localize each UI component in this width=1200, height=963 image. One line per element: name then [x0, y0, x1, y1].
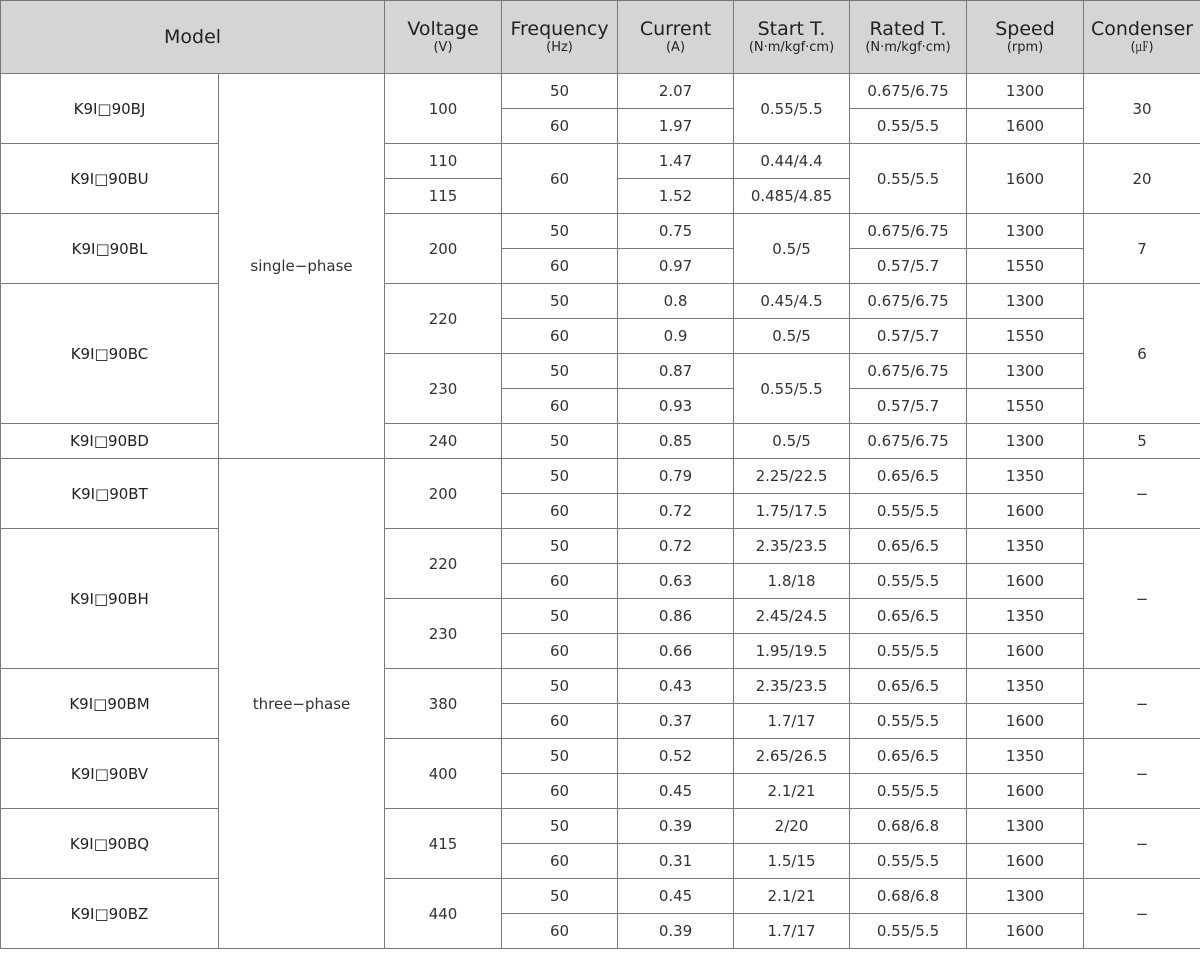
rated-torque-cell: 0.55/5.5: [850, 494, 967, 529]
rated-torque-cell: 0.55/5.5: [850, 774, 967, 809]
header-frequency-unit: (Hz): [546, 40, 573, 55]
start-torque-cell: 2.65/26.5: [734, 739, 850, 774]
rated-torque-cell: 0.57/5.7: [850, 319, 967, 354]
header-current-label: Current: [639, 18, 712, 40]
header-row: [1, 1, 1200, 74]
current-cell: 0.37: [618, 704, 734, 739]
table-row: [1, 214, 1200, 249]
current-cell: 2.07: [618, 74, 734, 109]
current-cell: 1.52: [618, 179, 734, 214]
start-torque-cell: 2.25/22.5: [734, 459, 850, 494]
frequency-cell: 60: [502, 634, 618, 669]
voltage-cell: 220: [385, 529, 502, 599]
header-voltage: [385, 1, 502, 74]
header-rated-torque: [850, 1, 967, 74]
start-torque-cell: 1.8/18: [734, 564, 850, 599]
header-frequency: [502, 1, 618, 74]
speed-cell: 1300: [967, 284, 1084, 319]
current-cell: 0.8: [618, 284, 734, 319]
speed-cell: 1350: [967, 459, 1084, 494]
speed-cell: 1300: [967, 424, 1084, 459]
frequency-cell: 60: [502, 319, 618, 354]
speed-cell: 1600: [967, 704, 1084, 739]
model-cell: K9I□90BZ: [1, 879, 219, 949]
rated-torque-cell: 0.675/6.75: [850, 284, 967, 319]
current-cell: 1.97: [618, 109, 734, 144]
frequency-cell: 50: [502, 354, 618, 389]
frequency-cell: 50: [502, 809, 618, 844]
current-cell: 0.39: [618, 809, 734, 844]
current-cell: 0.93: [618, 389, 734, 424]
current-cell: 0.87: [618, 354, 734, 389]
rated-torque-cell: 0.675/6.75: [850, 214, 967, 249]
model-cell: K9I□90BL: [1, 214, 219, 284]
frequency-cell: 50: [502, 669, 618, 704]
frequency-cell: 60: [502, 389, 618, 424]
condenser-cell: −: [1084, 739, 1200, 809]
rated-torque-cell: 0.675/6.75: [850, 354, 967, 389]
start-torque-cell: 1.95/19.5: [734, 634, 850, 669]
model-cell: K9I□90BM: [1, 669, 219, 739]
speed-cell: 1600: [967, 109, 1084, 144]
rated-torque-cell: 0.65/6.5: [850, 459, 967, 494]
header-current: [618, 1, 734, 74]
header-start-torque: [734, 1, 850, 74]
current-cell: 0.31: [618, 844, 734, 879]
table-row: [1, 144, 1200, 179]
header-rated-torque-label: Rated T.: [869, 18, 947, 40]
model-cell: K9I□90BC: [1, 284, 219, 424]
speed-cell: 1600: [967, 144, 1084, 214]
frequency-cell: 60: [502, 144, 618, 214]
voltage-cell: 380: [385, 669, 502, 739]
voltage-cell: 230: [385, 599, 502, 669]
model-cell: K9I□90BD: [1, 424, 219, 459]
start-torque-cell: 0.44/4.4: [734, 144, 850, 179]
start-torque-cell: 1.75/17.5: [734, 494, 850, 529]
frequency-cell: 60: [502, 249, 618, 284]
frequency-cell: 60: [502, 914, 618, 949]
voltage-cell: 230: [385, 354, 502, 424]
current-cell: 0.45: [618, 879, 734, 914]
model-cell: K9I□90BU: [1, 144, 219, 214]
speed-cell: 1300: [967, 354, 1084, 389]
voltage-cell: 200: [385, 459, 502, 529]
frequency-cell: 50: [502, 599, 618, 634]
start-torque-cell: 2.35/23.5: [734, 529, 850, 564]
frequency-cell: 50: [502, 424, 618, 459]
condenser-cell: −: [1084, 809, 1200, 879]
current-cell: 0.39: [618, 914, 734, 949]
condenser-cell: 6: [1084, 284, 1200, 424]
current-cell: 0.63: [618, 564, 734, 599]
header-voltage-label: Voltage: [407, 18, 479, 40]
condenser-cell: −: [1084, 459, 1200, 529]
table-row: [1, 739, 1200, 774]
table-row: [1, 74, 1200, 109]
header-start-torque-unit: (N·m/kgf·cm): [748, 40, 835, 55]
table-row: [1, 284, 1200, 319]
start-torque-cell: 1.7/17: [734, 704, 850, 739]
header-speed-label: Speed: [995, 18, 1055, 40]
speed-cell: 1600: [967, 844, 1084, 879]
rated-torque-cell: 0.57/5.7: [850, 389, 967, 424]
condenser-cell: −: [1084, 669, 1200, 739]
start-torque-cell: 0.5/5: [734, 214, 850, 284]
rated-torque-cell: 0.55/5.5: [850, 844, 967, 879]
speed-cell: 1600: [967, 494, 1084, 529]
rated-torque-cell: 0.55/5.5: [850, 109, 967, 144]
frequency-cell: 50: [502, 739, 618, 774]
voltage-cell: 100: [385, 74, 502, 144]
speed-cell: 1350: [967, 599, 1084, 634]
header-model-label: Model: [163, 26, 222, 48]
frequency-cell: 60: [502, 494, 618, 529]
table-row: [1, 459, 1200, 494]
rated-torque-cell: 0.65/6.5: [850, 739, 967, 774]
voltage-cell: 200: [385, 214, 502, 284]
condenser-cell: 30: [1084, 74, 1200, 144]
header-start-torque-label: Start T.: [757, 18, 826, 40]
current-cell: 0.97: [618, 249, 734, 284]
rated-torque-cell: 0.65/6.5: [850, 529, 967, 564]
speed-cell: 1350: [967, 529, 1084, 564]
frequency-cell: 60: [502, 109, 618, 144]
voltage-cell: 400: [385, 739, 502, 809]
rated-torque-cell: 0.68/6.8: [850, 809, 967, 844]
condenser-cell: 5: [1084, 424, 1200, 459]
speed-cell: 1600: [967, 564, 1084, 599]
rated-torque-cell: 0.55/5.5: [850, 634, 967, 669]
speed-cell: 1550: [967, 249, 1084, 284]
current-cell: 0.72: [618, 529, 734, 564]
start-torque-cell: 0.485/4.85: [734, 179, 850, 214]
start-torque-cell: 2.45/24.5: [734, 599, 850, 634]
current-cell: 0.43: [618, 669, 734, 704]
header-condenser: [1084, 1, 1200, 74]
rated-torque-cell: 0.675/6.75: [850, 424, 967, 459]
speed-cell: 1600: [967, 774, 1084, 809]
voltage-cell: 440: [385, 879, 502, 949]
rated-torque-cell: 0.65/6.5: [850, 669, 967, 704]
condenser-cell: 7: [1084, 214, 1200, 284]
table-row: [1, 424, 1200, 459]
start-torque-cell: 2/20: [734, 809, 850, 844]
start-torque-cell: 0.5/5: [734, 424, 850, 459]
voltage-cell: 240: [385, 424, 502, 459]
header-current-unit: (A): [665, 40, 686, 55]
speed-cell: 1300: [967, 879, 1084, 914]
phase-cell: three−phase: [219, 459, 385, 949]
table-row: [1, 809, 1200, 844]
frequency-cell: 50: [502, 284, 618, 319]
frequency-cell: 60: [502, 774, 618, 809]
model-cell: K9I□90BT: [1, 459, 219, 529]
header-speed-unit: (rpm): [1006, 40, 1044, 55]
header-voltage-unit: (V): [433, 40, 453, 55]
header-speed: [967, 1, 1084, 74]
rated-torque-cell: 0.55/5.5: [850, 914, 967, 949]
speed-cell: 1300: [967, 809, 1084, 844]
phase-cell: single−phase: [219, 74, 385, 459]
speed-cell: 1550: [967, 389, 1084, 424]
speed-cell: 1350: [967, 739, 1084, 774]
frequency-cell: 50: [502, 214, 618, 249]
model-cell: K9I□90BH: [1, 529, 219, 669]
frequency-cell: 50: [502, 529, 618, 564]
condenser-cell: −: [1084, 879, 1200, 949]
header-rated-torque-unit: (N·m/kgf·cm): [865, 40, 951, 55]
current-cell: 0.45: [618, 774, 734, 809]
model-cell: K9I□90BV: [1, 739, 219, 809]
rated-torque-cell: 0.55/5.5: [850, 704, 967, 739]
voltage-cell: 415: [385, 809, 502, 879]
start-torque-cell: 0.55/5.5: [734, 354, 850, 424]
rated-torque-cell: 0.68/6.8: [850, 879, 967, 914]
frequency-cell: 50: [502, 459, 618, 494]
rated-torque-cell: 0.675/6.75: [850, 74, 967, 109]
frequency-cell: 50: [502, 74, 618, 109]
table-row: [1, 669, 1200, 704]
speed-cell: 1350: [967, 669, 1084, 704]
current-cell: 0.79: [618, 459, 734, 494]
start-torque-cell: 1.7/17: [734, 914, 850, 949]
current-cell: 0.72: [618, 494, 734, 529]
current-cell: 0.86: [618, 599, 734, 634]
header-frequency-label: Frequency: [510, 18, 609, 40]
frequency-cell: 60: [502, 704, 618, 739]
rated-torque-cell: 0.55/5.5: [850, 144, 967, 214]
header-model: [1, 1, 385, 74]
speed-cell: 1600: [967, 914, 1084, 949]
frequency-cell: 50: [502, 879, 618, 914]
current-cell: 0.9: [618, 319, 734, 354]
current-cell: 0.85: [618, 424, 734, 459]
rated-torque-cell: 0.57/5.7: [850, 249, 967, 284]
start-torque-cell: 2.1/21: [734, 774, 850, 809]
speed-cell: 1600: [967, 634, 1084, 669]
start-torque-cell: 0.45/4.5: [734, 284, 850, 319]
current-cell: 0.52: [618, 739, 734, 774]
table-row: [1, 879, 1200, 914]
start-torque-cell: 2.35/23.5: [734, 669, 850, 704]
speed-cell: 1550: [967, 319, 1084, 354]
frequency-cell: 60: [502, 844, 618, 879]
voltage-cell: 115: [385, 179, 502, 214]
current-cell: 0.66: [618, 634, 734, 669]
current-cell: 1.47: [618, 144, 734, 179]
speed-cell: 1300: [967, 74, 1084, 109]
rated-torque-cell: 0.65/6.5: [850, 599, 967, 634]
start-torque-cell: 1.5/15: [734, 844, 850, 879]
voltage-cell: 220: [385, 284, 502, 354]
frequency-cell: 60: [502, 564, 618, 599]
header-condenser-label: Condenser: [1090, 18, 1194, 40]
condenser-cell: −: [1084, 529, 1200, 669]
model-cell: K9I□90BJ: [1, 74, 219, 144]
condenser-cell: 20: [1084, 144, 1200, 214]
start-torque-cell: 2.1/21: [734, 879, 850, 914]
rated-torque-cell: 0.55/5.5: [850, 564, 967, 599]
model-cell: K9I□90BQ: [1, 809, 219, 879]
voltage-cell: 110: [385, 144, 502, 179]
speed-cell: 1300: [967, 214, 1084, 249]
header-condenser-unit: (㎌): [1130, 40, 1154, 55]
start-torque-cell: 0.5/5: [734, 319, 850, 354]
start-torque-cell: 0.55/5.5: [734, 74, 850, 144]
table-row: [1, 529, 1200, 564]
current-cell: 0.75: [618, 214, 734, 249]
